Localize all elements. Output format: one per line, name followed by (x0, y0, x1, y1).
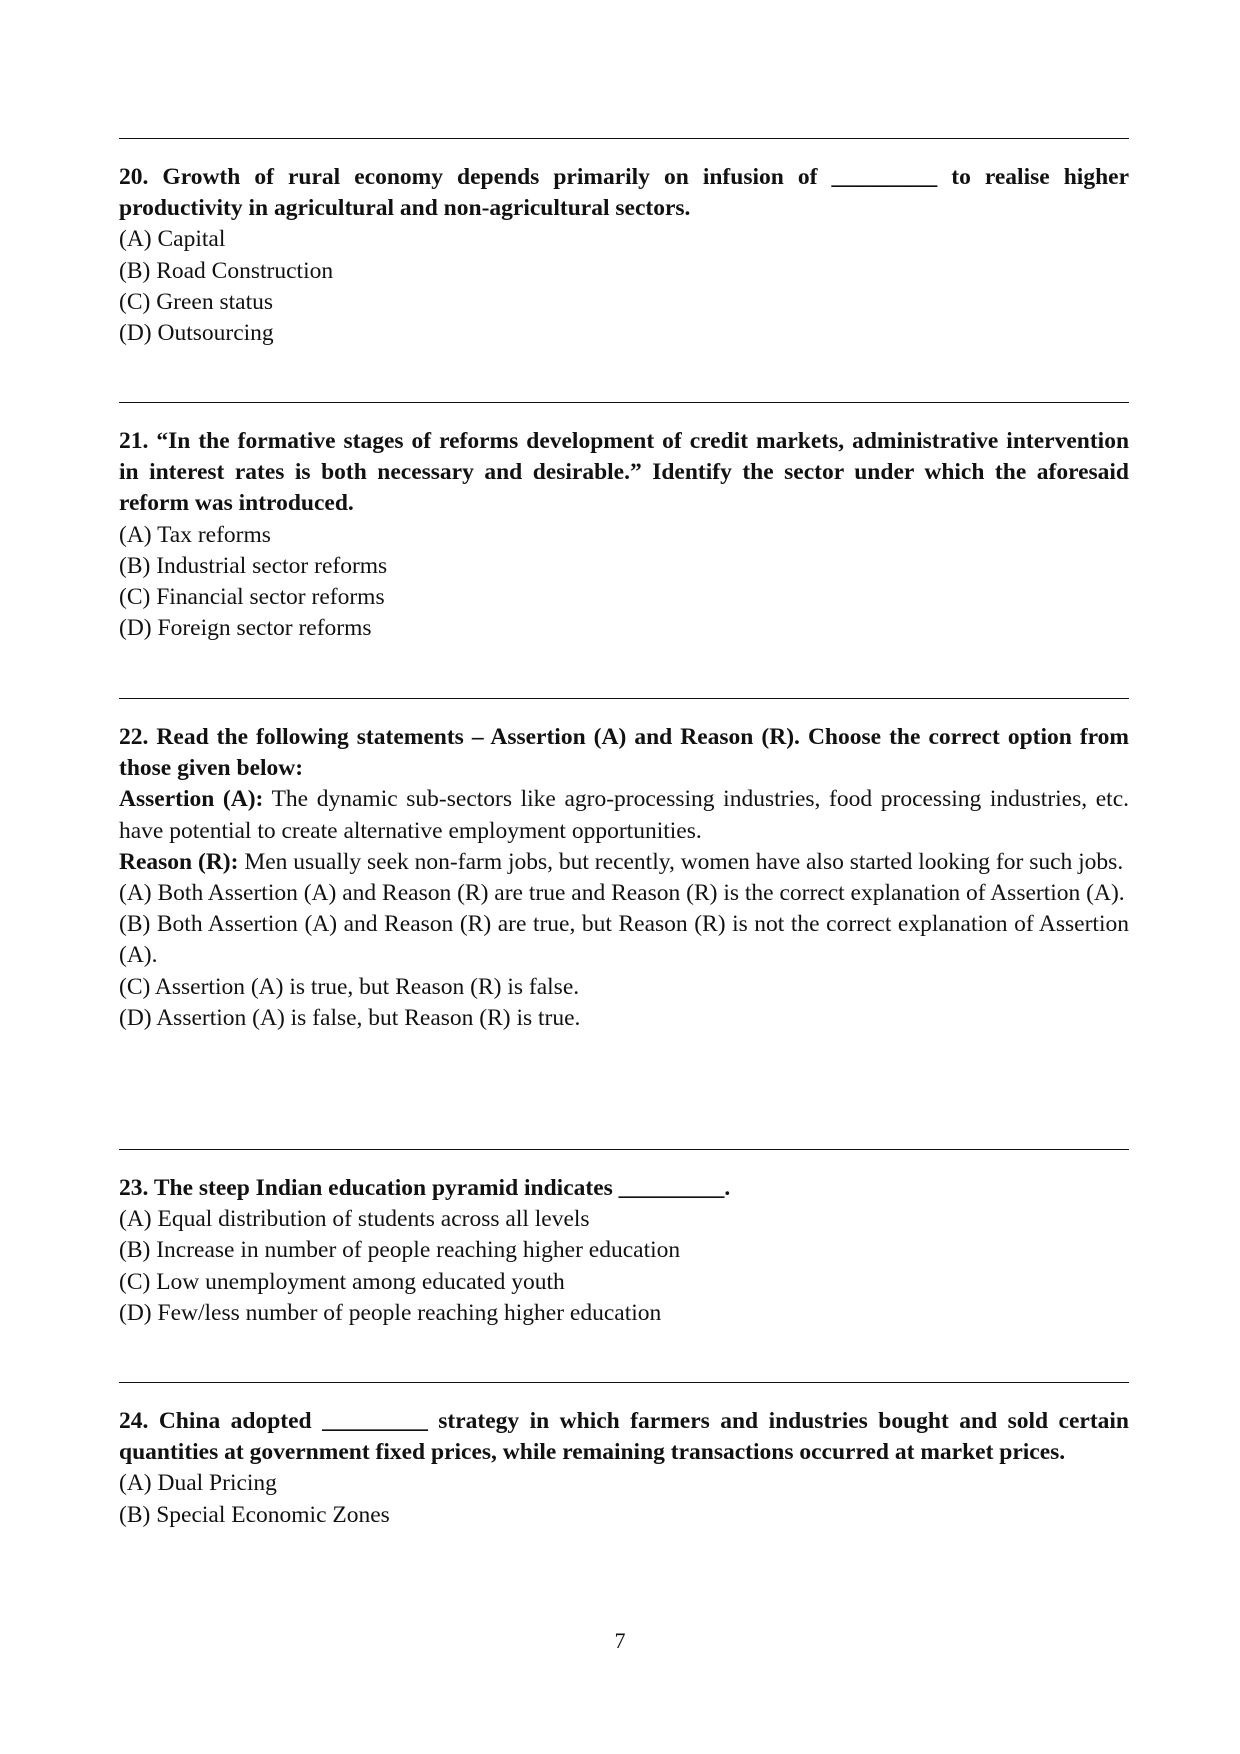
option: (A) Equal distribution of students across all levels (119, 1206, 590, 1233)
question-number: 23. (119, 1175, 149, 1201)
option: (B) Special Economic Zones (119, 1501, 390, 1528)
divider (119, 1149, 1129, 1150)
question-text: The steep Indian education pyramid indicates _________. (153, 1175, 731, 1201)
option: (A) Capital (119, 226, 226, 253)
divider (119, 1382, 1129, 1383)
assertion-label: Assertion (A): (119, 786, 264, 813)
question-stem (119, 1173, 1129, 1204)
question-20 (119, 162, 1129, 349)
option: (A) Both Assertion (A) and Reason (R) are true and Reason (R) is the correct explanation of Assertion (A). (119, 880, 1125, 907)
divider (119, 698, 1129, 699)
question-number: 21. (119, 428, 149, 454)
assertion-text: The dynamic sub-sectors like agro-processing industries, food processing industries, etc. have potential to create alternative employment opportunities. (119, 786, 1130, 844)
question-text: “In the formative stages of reforms development of credit markets, administrative intervention in interest rates is both necessary and desirable.” Identify the sector under which the aforesaid reform was introduced. (119, 428, 1130, 517)
reason (119, 847, 1129, 878)
option: (C) Assertion (A) is true, but Reason (R) is false. (119, 973, 580, 1000)
option: (D) Foreign sector reforms (119, 615, 372, 642)
option: (A) Dual Pricing (119, 1470, 277, 1497)
question-stem (119, 1406, 1129, 1468)
option: (A) Tax reforms (119, 521, 271, 548)
question-21 (119, 426, 1129, 644)
question-text: China adopted _________ strategy in which farmers and industries bought and sold certain quantities at government fixed prices, while remaining transactions occurred at market prices. (119, 1408, 1129, 1466)
question-24 (119, 1406, 1129, 1531)
option: (B) Road Construction (119, 257, 334, 284)
question-text: Growth of rural economy depends primarily on infusion of _________ to realise higher productivity in agricultural and non-agricultural sectors. (119, 164, 1129, 222)
assertion (119, 784, 1129, 846)
question-text: Read the following statements – Assertion (A) and Reason (R). Choose the correct option from those given below: (119, 724, 1130, 782)
reason-label: Reason (R): (119, 848, 239, 875)
question-number: 20. (119, 164, 149, 190)
question-stem (119, 722, 1129, 784)
option: (C) Green status (119, 288, 274, 315)
divider (119, 138, 1129, 139)
option: (C) Low unemployment among educated youth (119, 1268, 565, 1295)
question-number: 22. (119, 724, 149, 750)
option: (D) Outsourcing (119, 320, 274, 347)
option: (B) Increase in number of people reaching higher education (119, 1237, 681, 1264)
option: (B) Industrial sector reforms (119, 552, 388, 579)
question-22 (119, 722, 1129, 1034)
reason-text: Men usually seek non-farm jobs, but recently, women have also started looking for such jobs. (244, 848, 1124, 875)
question-stem (119, 426, 1129, 520)
option: (D) Few/less number of people reaching higher education (119, 1299, 662, 1326)
option: (D) Assertion (A) is false, but Reason (R) is true. (119, 1004, 581, 1031)
question-number: 24. (119, 1408, 149, 1434)
question-stem (119, 162, 1129, 224)
option: (B) Both Assertion (A) and Reason (R) are true, but Reason (R) is not the correct explanation of Assertion (A). (119, 911, 1129, 969)
page-number: 7 (614, 1628, 626, 1653)
divider (119, 402, 1129, 403)
option: (C) Financial sector reforms (119, 584, 385, 611)
question-23 (119, 1173, 1129, 1329)
